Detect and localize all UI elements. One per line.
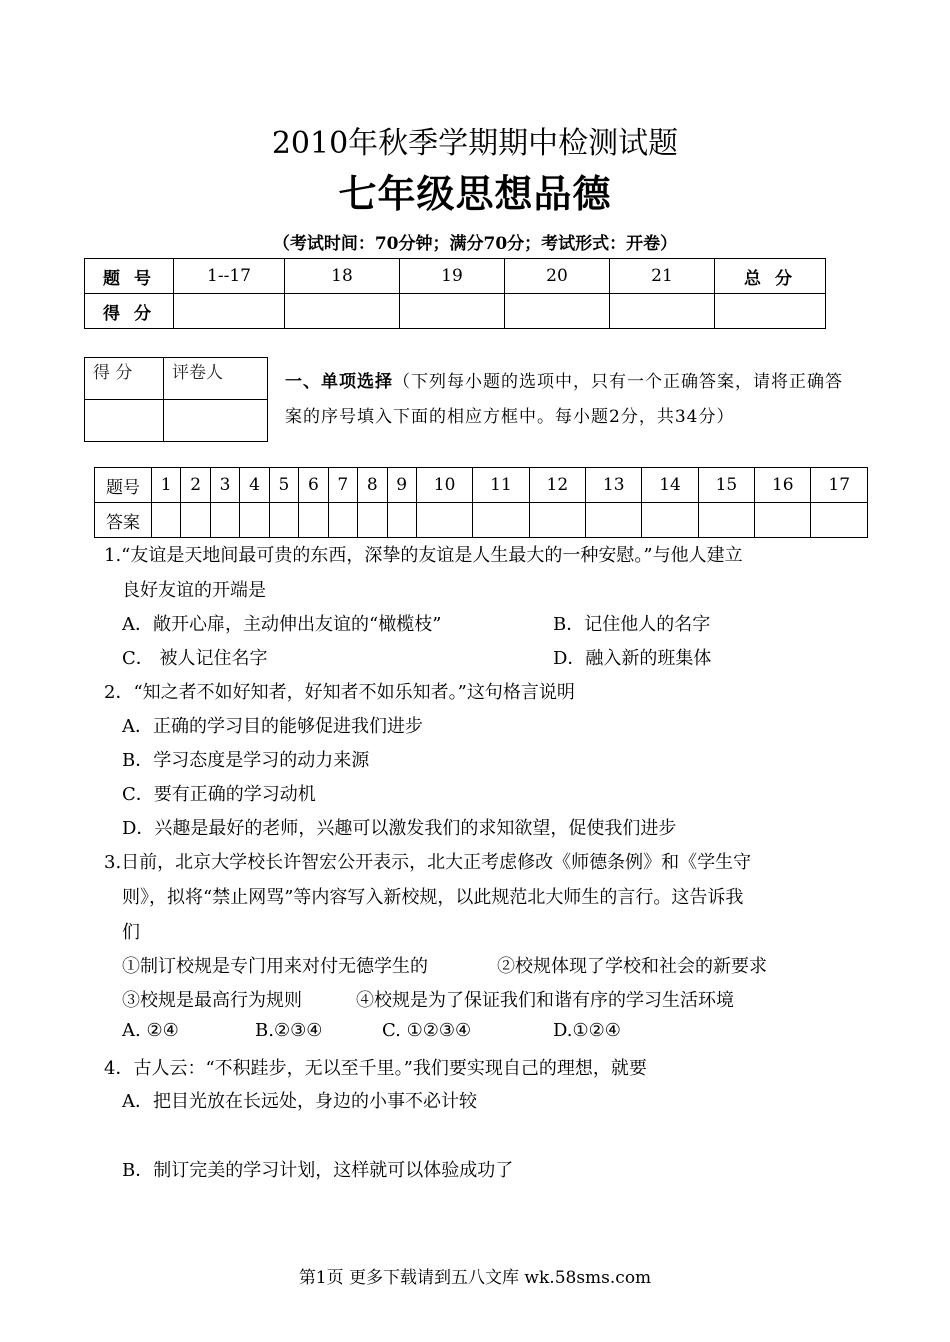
- q3-option-d: D.①②④: [553, 1020, 621, 1041]
- score-row-label: 得 分: [85, 294, 174, 329]
- q1-option-c: C． 被人记住名字: [122, 648, 268, 669]
- answer-cell: [698, 503, 754, 538]
- q3-stem-cont: 们: [122, 922, 140, 943]
- answer-number: 9: [387, 468, 416, 503]
- answer-number: 1: [152, 468, 181, 503]
- grader-score-cell: [85, 400, 164, 442]
- answer-cell: [755, 503, 811, 538]
- grader-table: [84, 357, 268, 442]
- answer-cell: [181, 503, 210, 538]
- q4-option-b: B．制订完美的学习计划，这样就可以体验成功了: [122, 1160, 514, 1181]
- score-col: 1--17: [174, 259, 285, 294]
- score-table-header-row: [85, 259, 826, 294]
- answer-number: 4: [240, 468, 269, 503]
- section-1-title: 一、单项选择: [285, 372, 393, 392]
- answer-cell: [269, 503, 298, 538]
- answer-number: 8: [358, 468, 387, 503]
- answer-number: 3: [210, 468, 239, 503]
- score-col: 18: [285, 259, 400, 294]
- q4-stem: 4．古人云：“不积跬步，无以至千里。”我们要实现自己的理想，就要: [104, 1058, 647, 1079]
- answer-cell: [586, 503, 642, 538]
- q1-option-b: B．记住他人的名字: [553, 614, 711, 635]
- section-1-heading: [285, 365, 860, 435]
- answer-cell: [240, 503, 269, 538]
- subject-title: 七年级思想品德: [338, 171, 612, 216]
- score-col: 20: [505, 259, 610, 294]
- q1-stem: 1.“友谊是天地间最可贵的东西，深挚的友谊是人生最大的一种安慰。”与他人建立: [104, 545, 743, 566]
- score-col: 21: [610, 259, 715, 294]
- score-header-label: 题 号: [85, 259, 174, 294]
- score-table-score-row: [85, 294, 826, 329]
- answer-table: [94, 467, 868, 538]
- answer-cell: [328, 503, 357, 538]
- q1-option-d: D．融入新的班集体: [553, 648, 712, 669]
- exam-title: 2010年秋季学期期中检测试题: [271, 126, 679, 161]
- exam-info: （考试时间：70分钟；满分70分；考试形式：开卷）: [272, 234, 678, 254]
- score-cell: [174, 294, 285, 329]
- answer-row-label: 答案: [95, 503, 152, 538]
- answer-number: 12: [529, 468, 585, 503]
- page-footer: 第1页 更多下载请到五八文库 wk.58sms.com: [298, 1268, 652, 1288]
- score-col: 19: [400, 259, 505, 294]
- answer-number: 5: [269, 468, 298, 503]
- score-table: [84, 258, 826, 329]
- answer-number: 15: [698, 468, 754, 503]
- grader-name-cell: [164, 400, 268, 442]
- answer-cell: [416, 503, 472, 538]
- q2-option-a: A．正确的学习目的能够促进我们进步: [122, 716, 423, 737]
- q3-statement-1: ①制订校规是专门用来对付无德学生的: [122, 956, 428, 977]
- answer-number: 13: [586, 468, 642, 503]
- answer-number: 16: [755, 468, 811, 503]
- q1-stem-cont: 良好友谊的开端是: [122, 580, 266, 601]
- answer-number: 7: [328, 468, 357, 503]
- score-cell: [285, 294, 400, 329]
- answer-table-number-row: [95, 468, 868, 503]
- answer-cell: [299, 503, 328, 538]
- score-cell: [400, 294, 505, 329]
- answer-number: 6: [299, 468, 328, 503]
- score-cell: [505, 294, 610, 329]
- section-1-instruction: （下列每小题的选项中，只有一个正确答案，请将正确答案的序号填入下面的相应方框中。每小题2分，共34分）: [285, 372, 843, 427]
- q4-option-a: A．把目光放在长远处，身边的小事不必计较: [122, 1091, 477, 1112]
- answer-cell: [811, 503, 868, 538]
- answer-number: 2: [181, 468, 210, 503]
- answer-number: 11: [473, 468, 529, 503]
- answer-number: 14: [642, 468, 698, 503]
- q2-stem: 2．“知之者不如好知者，好知者不如乐知者。”这句格言说明: [104, 682, 575, 703]
- q3-option-c: C. ①②③④: [382, 1020, 472, 1041]
- score-cell: [610, 294, 715, 329]
- q3-stem: 3.日前，北京大学校长许智宏公开表示，北大正考虑修改《师德条例》和《学生守: [104, 852, 752, 873]
- q2-option-c: C．要有正确的学习动机: [122, 784, 316, 805]
- grader-score-label: 得 分: [85, 358, 164, 400]
- answer-cell: [642, 503, 698, 538]
- answer-cell: [210, 503, 239, 538]
- answer-number: 10: [416, 468, 472, 503]
- answer-table-answer-row: [95, 503, 868, 538]
- score-col-total: 总 分: [715, 259, 826, 294]
- q2-option-b: B．学习态度是学习的动力来源: [122, 750, 370, 771]
- q2-option-d: D．兴趣是最好的老师，兴趣可以激发我们的求知欲望，促使我们进步: [122, 818, 677, 839]
- q3-statement-2: ②校规体现了学校和社会的新要求: [497, 956, 767, 977]
- answer-cell: [529, 503, 585, 538]
- answer-number: 17: [811, 468, 868, 503]
- q3-stem-cont: 则》，拟将“禁止网骂”等内容写入新校规，以此规范北大师生的言行。这告诉我: [122, 887, 744, 908]
- q3-option-b: B.②③④: [255, 1020, 323, 1041]
- q1-option-a: A．敞开心扉，主动伸出友谊的“橄榄枝”: [122, 614, 442, 635]
- grader-label: 评卷人: [164, 358, 268, 400]
- score-cell: [715, 294, 826, 329]
- answer-header-label: 题号: [95, 468, 152, 503]
- answer-cell: [473, 503, 529, 538]
- q3-option-a: A. ②④: [122, 1020, 179, 1041]
- answer-cell: [387, 503, 416, 538]
- answer-cell: [358, 503, 387, 538]
- q3-statement-4: ④校规是为了保证我们和谐有序的学习生活环境: [356, 990, 734, 1011]
- q3-statement-3: ③校规是最高行为规则: [122, 990, 302, 1011]
- answer-cell: [152, 503, 181, 538]
